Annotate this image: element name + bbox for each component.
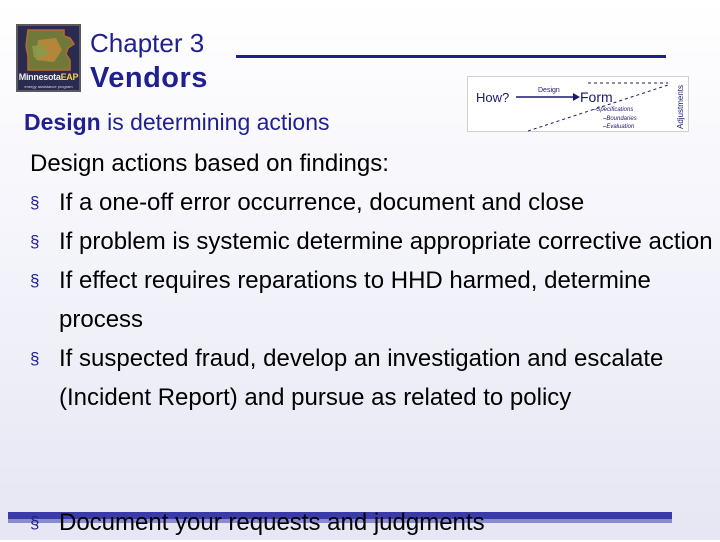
design-process-diagram bbox=[467, 76, 689, 132]
list-item-text: Document your requests and judgments bbox=[59, 509, 485, 536]
diagram-form-label: Form bbox=[580, 89, 613, 105]
diagram-eval-label: –Evaluation bbox=[603, 124, 635, 130]
chapter-title: Chapter 3 bbox=[90, 28, 205, 58]
bullet-icon: § bbox=[30, 193, 40, 212]
title-underline bbox=[236, 55, 666, 58]
diagram-bounds-label: –Boundaries bbox=[603, 116, 637, 122]
subtitle-rest: is determining actions bbox=[100, 109, 330, 135]
list-item-text: If a one-off error occurrence, document and close bbox=[59, 189, 585, 216]
body-lead: Design actions based on findings: bbox=[30, 150, 389, 177]
subtitle-keyword: Design bbox=[24, 109, 101, 135]
minnesota-eap-logo bbox=[16, 24, 81, 92]
list-item bbox=[30, 183, 720, 222]
diagram-how-label: How? bbox=[476, 90, 510, 105]
bullet-icon: § bbox=[30, 232, 40, 251]
list-item-text: If suspected fraud, develop an investigation and escalate (Incident Report) and pursue as related to policy bbox=[59, 345, 664, 411]
diagram-design-label: Design bbox=[538, 87, 560, 94]
slide-subtitle bbox=[24, 109, 330, 136]
list-item-last bbox=[30, 503, 485, 542]
logo-tagline: energy assistance program bbox=[24, 84, 73, 89]
list-item-text: If problem is systemic determine appropriate corrective action bbox=[59, 228, 713, 255]
list-item bbox=[30, 261, 720, 339]
diagram-arrowhead-design bbox=[573, 93, 580, 101]
bullet-icon: § bbox=[30, 513, 40, 532]
list-item bbox=[30, 222, 720, 261]
bullet-icon: § bbox=[30, 271, 40, 290]
diagram-adjustments-label: Adjustments bbox=[676, 84, 685, 129]
bullet-icon: § bbox=[30, 349, 40, 368]
list-item bbox=[30, 339, 720, 417]
diagram-specs-label: –Specifications bbox=[593, 107, 634, 113]
slide-body bbox=[30, 144, 720, 417]
action-list bbox=[30, 183, 720, 417]
section-title: Vendors bbox=[90, 62, 208, 94]
list-item-text: If effect requires reparations to HHD harmed, determine process bbox=[59, 267, 651, 333]
logo-wordmark: MinnesotaEAP bbox=[18, 72, 79, 82]
